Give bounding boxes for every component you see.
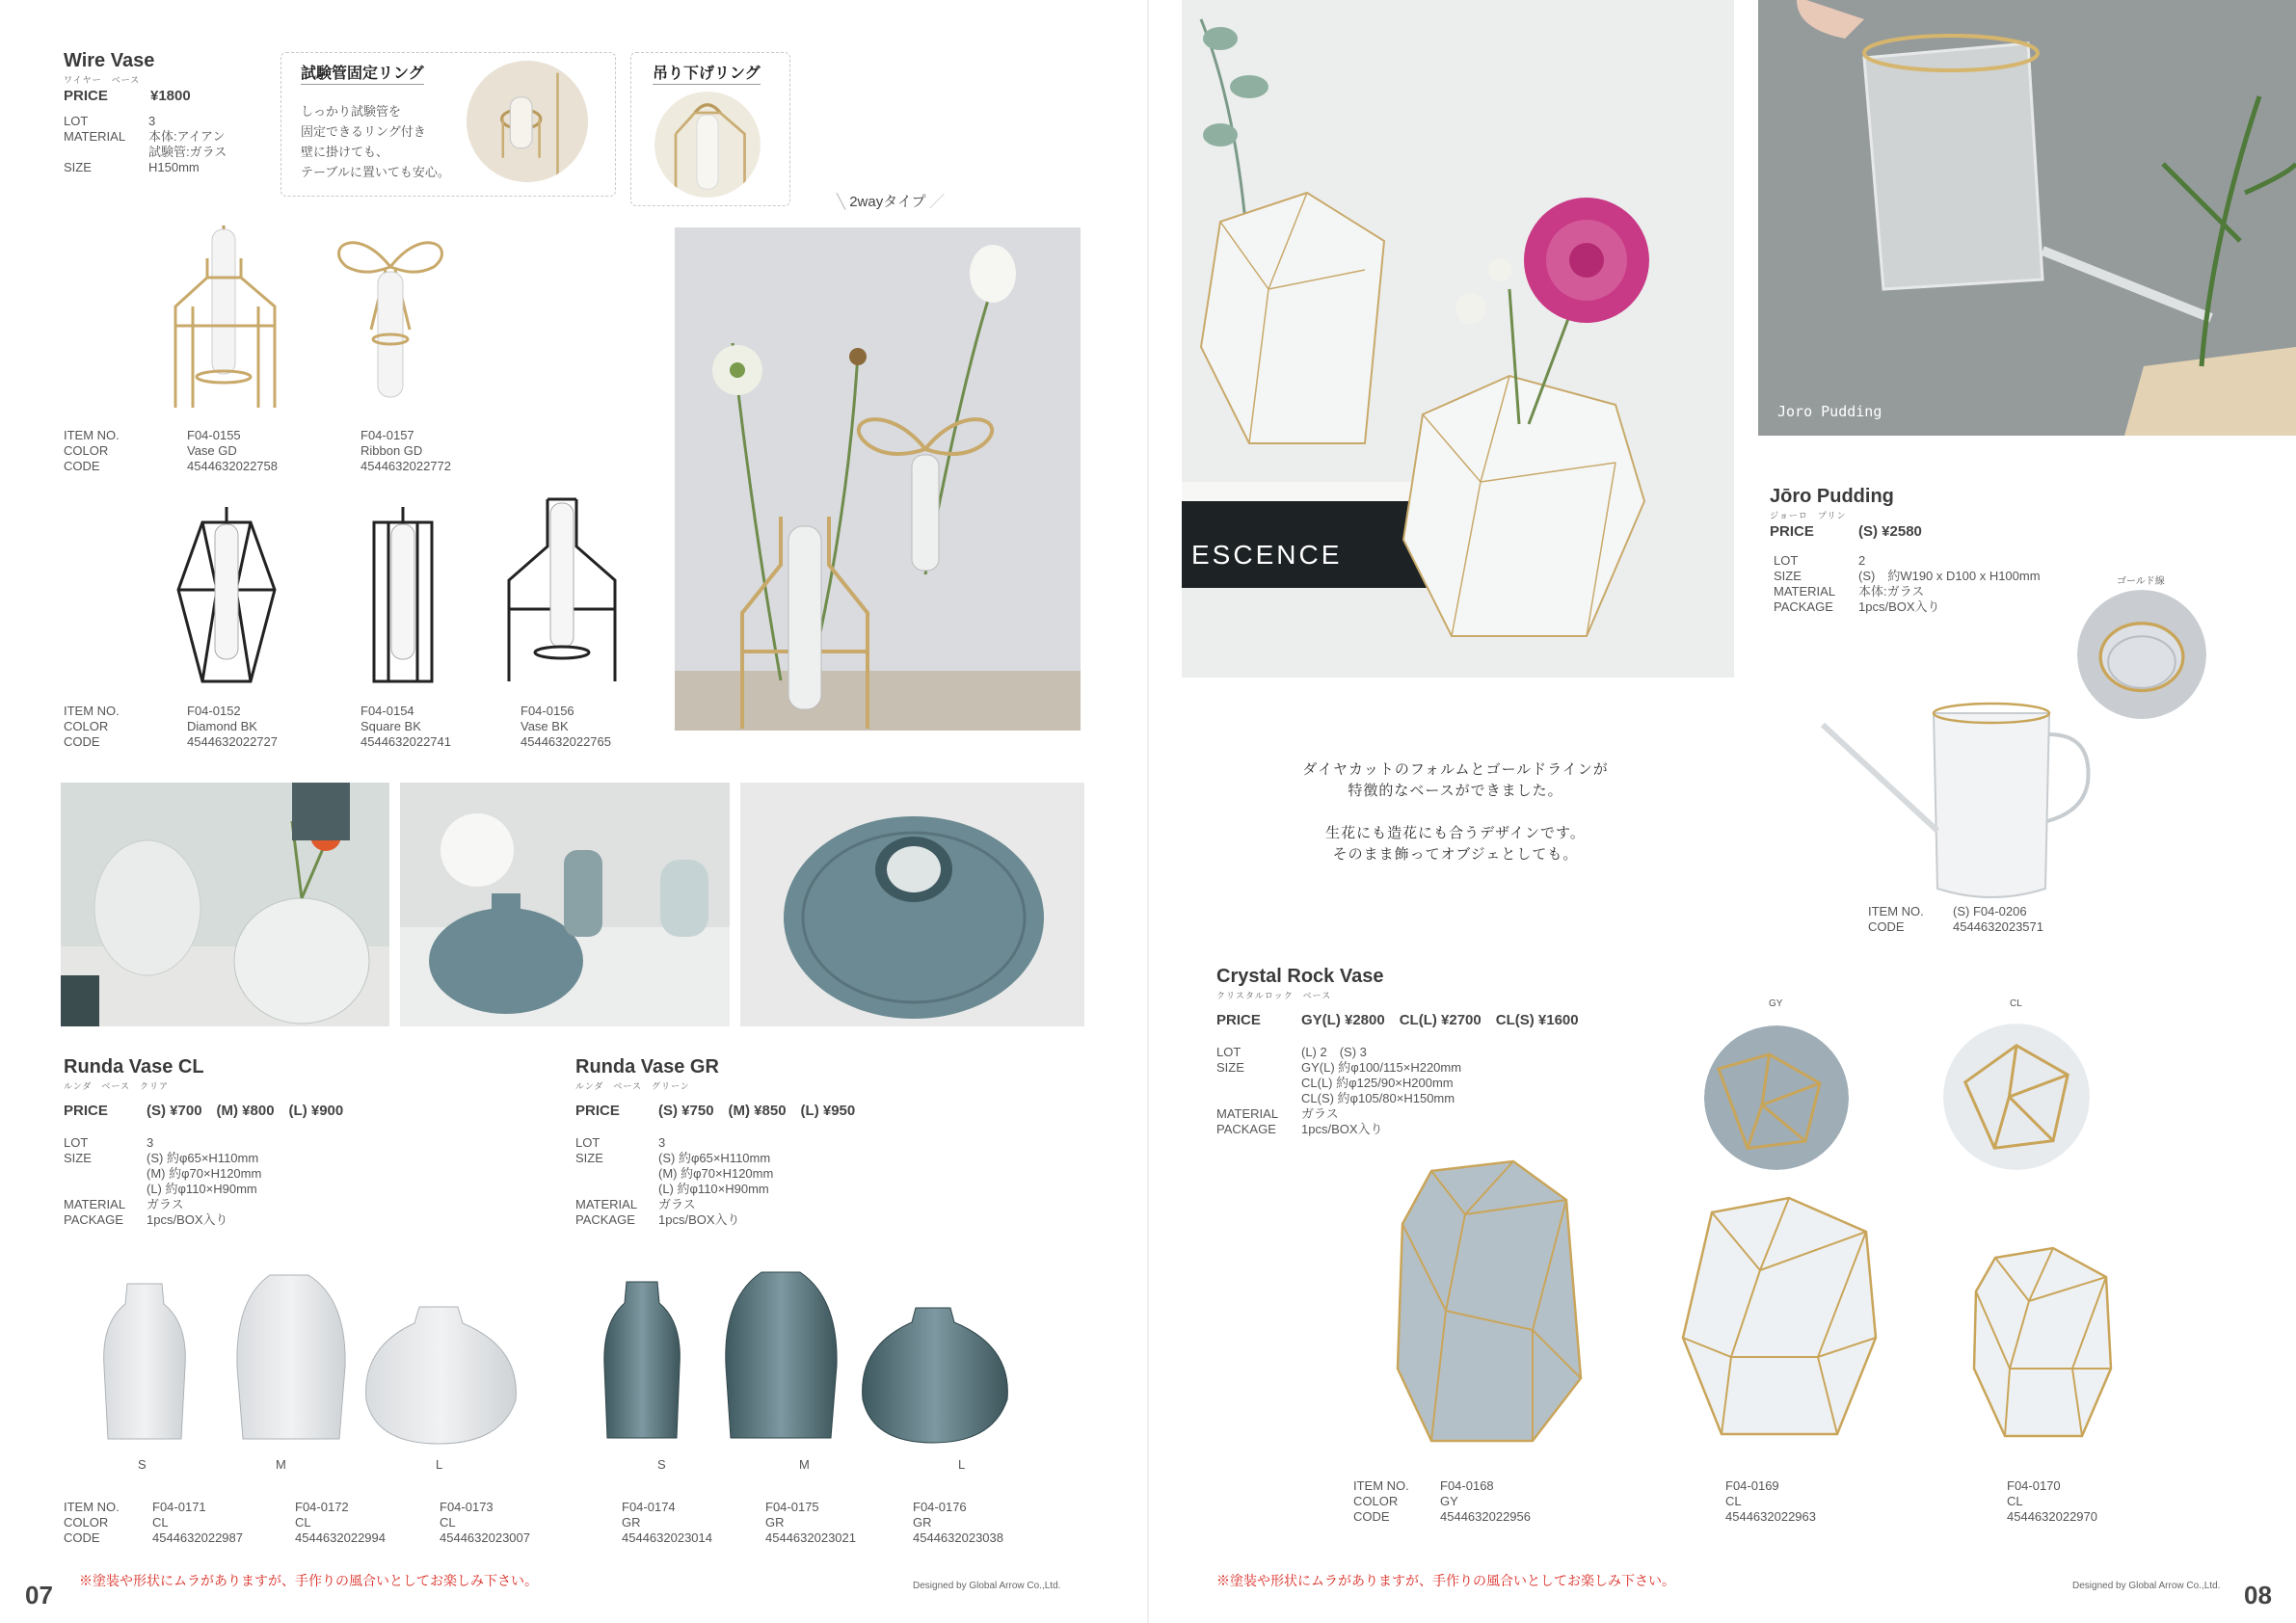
wire-vase-gd-photo [164, 220, 289, 412]
runda-cl-header [64, 1056, 343, 1228]
spec-value: ガラス [1301, 1106, 1339, 1121]
page-number-left: 07 [25, 1581, 53, 1610]
spec-key: LOT [575, 1135, 601, 1150]
crystal-rock-price: GY(L) ¥2800 CL(L) ¥2700 CL(S) ¥1600 [1301, 1012, 1579, 1028]
size-label-l: L [958, 1457, 966, 1472]
feature-title: 試験管固定リング [301, 61, 424, 85]
price-label: PRICE [64, 1103, 108, 1119]
spec-value: ガラス [658, 1197, 696, 1211]
vase-bk-photo [499, 493, 625, 686]
detail-label-cl: CL [2010, 998, 2022, 1009]
spec-key: MATERIAL [1216, 1106, 1279, 1121]
credit-left: Designed by Global Arrow Co.,Ltd. [913, 1581, 1061, 1591]
code-item-F04-0156: F04-0156 Vase BK 4544632022765 [521, 704, 611, 749]
runda-gr-kana: ルンダ ベース グリーン [575, 1081, 690, 1091]
svg-text:ESCENCE: ESCENCE [1191, 540, 1343, 570]
joro-spec [1774, 553, 2041, 615]
runda-gr-topview-photo [740, 783, 1084, 1026]
runda-lifestyle-photo-2 [400, 783, 730, 1026]
page-number-right: 08 [2244, 1581, 2272, 1610]
crystal-rock-header [1216, 966, 1579, 1137]
crystal-rock-kana: クリスタルロック ベース [1216, 991, 1332, 1000]
joro-lifestyle-photo [1758, 0, 2296, 436]
crystal-rock-copy: ダイヤカットのフォルムとゴールドラインが 特徴的なベースができました。 生花にも造花にも合うデザインです。 そのまま飾ってオブジェとしても。 [1302, 761, 1609, 863]
code-labels: ITEM NO. COLOR CODE [1353, 1478, 1409, 1524]
spec-key: LOT [1216, 1045, 1241, 1059]
feature-box-hanging-ring [630, 52, 790, 206]
spec-key: MATERIAL [64, 1197, 126, 1211]
code-item-F04-0154: F04-0154 Square BK 4544632022741 [360, 704, 451, 749]
feature-box-test-tube-ring [280, 52, 616, 197]
spec-value: 3 [147, 1135, 154, 1150]
wire-gd-code-table [64, 428, 546, 476]
crystal-cl-l-product-photo [1673, 1193, 1887, 1446]
size-label-m: M [276, 1457, 286, 1472]
spec-value: 本体:ガラス [1858, 584, 1925, 599]
spec-value: 3 [148, 114, 156, 128]
crystal-cl-detail-photo [1943, 1024, 2090, 1170]
price-label: PRICE [64, 88, 108, 104]
code-item-F04-0176: F04-0176 GR 4544632023038 [913, 1500, 1003, 1545]
spec-value: 1pcs/BOX入り [1301, 1122, 1383, 1136]
square-bk-photo [364, 503, 441, 686]
joro-photo-caption: Joro Pudding [1777, 403, 1882, 420]
crystal-rock-lifestyle-photo [1182, 0, 1734, 678]
spec-key: SIZE [64, 160, 92, 174]
spec-key: PACKAGE [1216, 1122, 1276, 1136]
spec-key: PACKAGE [1774, 599, 1833, 614]
joro-price-row [1770, 523, 2041, 540]
feature-text: しっかり試験管を 固定できるリング付き 壁に掛けても、 テーブルに置いても安心。 [301, 104, 450, 179]
spec-value: 3 [658, 1135, 666, 1150]
code-item-F04-0169: F04-0169 CL 4544632022963 [1725, 1478, 1816, 1524]
crystal-rock-price-row [1216, 1009, 1579, 1029]
size-label-l: L [436, 1457, 443, 1472]
runda-cl-price: (S) ¥700 (M) ¥800 (L) ¥900 [147, 1103, 344, 1119]
joro-product-photo [1818, 696, 2092, 910]
feature-title: 吊り下げリング [653, 61, 761, 85]
code-item-F04-0173: F04-0173 CL 4544632023007 [440, 1500, 530, 1545]
gold-line-label: ゴールド線 [2117, 576, 2165, 587]
two-way-caption: ╲ 2wayタイプ ╱ [837, 194, 945, 210]
code-item-F04-0174: F04-0174 GR 4544632023014 [622, 1500, 712, 1545]
footer-note-right: ※塗装や形状にムラがありますが、手作りの風合いとしてお楽しみ下さい。 [1216, 1573, 1675, 1588]
wire-vase-spec [64, 114, 227, 175]
crystal-rock-spec [1216, 1045, 1579, 1137]
joro-code-table [1868, 904, 2157, 937]
spec-value: 本体:アイアン 試験管:ガラス [148, 129, 227, 159]
spec-key: SIZE [1774, 569, 1802, 583]
ribbon-gd-photo [328, 224, 453, 407]
gold-line-detail-photo [2077, 590, 2206, 719]
code-item-F04-0206: (S) F04-0206 4544632023571 [1953, 904, 2043, 934]
runda-gr-price: (S) ¥750 (M) ¥850 (L) ¥950 [658, 1103, 856, 1119]
spec-key: SIZE [575, 1151, 603, 1165]
crystal-gy-product-photo [1388, 1157, 1590, 1446]
spec-key: LOT [1774, 553, 1799, 568]
size-label-s: S [138, 1457, 147, 1472]
runda-cl-title: Runda Vase CL [64, 1056, 204, 1078]
code-item-F04-0175: F04-0175 GR 4544632023021 [765, 1500, 856, 1545]
runda-cl-products-photo [77, 1270, 598, 1453]
price-label: PRICE [1770, 523, 1814, 540]
runda-gr-title: Runda Vase GR [575, 1056, 719, 1078]
wire-vase-price: ¥1800 [150, 88, 191, 104]
runda-cl-price-row [64, 1100, 343, 1120]
crystal-gy-detail-photo [1704, 1025, 1849, 1170]
size-label-m: M [799, 1457, 810, 1472]
runda-gr-products-photo [598, 1264, 1041, 1453]
runda-gr-price-row [575, 1100, 855, 1120]
wire-bk-code-table [64, 704, 642, 752]
spec-key: SIZE [1216, 1060, 1244, 1075]
crystal-rock-title: Crystal Rock Vase [1216, 966, 1384, 987]
crystal-code-table [1353, 1478, 2124, 1527]
hanging-ring-detail-photo [654, 92, 761, 198]
price-label: PRICE [1216, 1012, 1261, 1028]
code-item-F04-0168: F04-0168 GY 4544632022956 [1440, 1478, 1531, 1524]
spec-key: PACKAGE [64, 1212, 123, 1227]
runda-cl-spec [64, 1135, 343, 1228]
wire-vase-lifestyle-photo [675, 227, 1081, 731]
spec-value: GY(L) 約φ100/115×H220mm CL(L) 約φ125/90×H200mm CL(S) 約φ105/80×H150mm [1301, 1060, 1462, 1105]
spec-key: MATERIAL [64, 129, 126, 144]
spec-value: 1pcs/BOX入り [147, 1212, 228, 1227]
joro-kana: ジョーロ プリン [1770, 511, 1847, 520]
spec-key: LOT [64, 114, 89, 128]
code-item-F04-0152: F04-0152 Diamond BK 4544632022727 [187, 704, 278, 749]
spec-key: MATERIAL [575, 1197, 638, 1211]
runda-lifestyle-photo-1 [61, 783, 389, 1026]
wire-vase-kana: ワイヤー ベース [64, 75, 141, 85]
wire-vase-title: Wire Vase [64, 50, 155, 71]
spec-value: ガラス [147, 1197, 184, 1211]
code-item-F04-0157: F04-0157 Ribbon GD 4544632022772 [360, 428, 451, 473]
two-way-caption-text: 2wayタイプ [849, 194, 926, 210]
footer-note-left: ※塗装や形状にムラがありますが、手作りの風合いとしてお楽しみ下さい。 [79, 1573, 538, 1588]
spec-value: (S) 約W190 x D100 x H100mm [1858, 569, 2041, 583]
runda-gr-header [575, 1056, 855, 1228]
spec-value: 1pcs/BOX入り [658, 1212, 740, 1227]
code-labels: ITEM NO. COLOR CODE [64, 704, 120, 749]
runda-code-table [64, 1500, 1085, 1548]
wire-vase-price-row [64, 88, 227, 104]
ring-detail-photo [467, 61, 588, 182]
spec-value: (S) 約φ65×H110mm (M) 約φ70×H120mm (L) 約φ110×H90mm [658, 1151, 774, 1196]
runda-cl-kana: ルンダ ベース クリア [64, 1081, 169, 1091]
spec-key: LOT [64, 1135, 89, 1150]
page-fold [1147, 0, 1149, 1623]
code-item-F04-0170: F04-0170 CL 4544632022970 [2007, 1478, 2097, 1524]
spec-value: (L) 2 (S) 3 [1301, 1045, 1367, 1059]
spec-key: PACKAGE [575, 1212, 635, 1227]
code-item-F04-0155: F04-0155 Vase GD 4544632022758 [187, 428, 278, 473]
code-item-F04-0171: F04-0171 CL 4544632022987 [152, 1500, 243, 1545]
spec-value: H150mm [148, 160, 200, 174]
code-item-F04-0172: F04-0172 CL 4544632022994 [295, 1500, 386, 1545]
code-labels: ITEM NO. CODE [1868, 904, 1924, 934]
price-label: PRICE [575, 1103, 620, 1119]
size-label-s: S [657, 1457, 666, 1472]
detail-label-gy: GY [1769, 998, 1783, 1009]
code-labels: ITEM NO. COLOR CODE [64, 1500, 120, 1545]
joro-header [1770, 486, 2041, 615]
code-labels: ITEM NO. COLOR CODE [64, 428, 120, 473]
runda-gr-spec [575, 1135, 855, 1228]
spec-key: MATERIAL [1774, 584, 1836, 599]
wire-vase-header [64, 50, 227, 175]
joro-title: Jōro Pudding [1770, 486, 1894, 507]
spec-value: 2 [1858, 553, 1866, 568]
joro-price: (S) ¥2580 [1858, 523, 1922, 540]
credit-right: Designed by Global Arrow Co.,Ltd. [2072, 1581, 2221, 1591]
spec-value: 1pcs/BOX入り [1858, 599, 1940, 614]
diamond-bk-photo [174, 503, 280, 686]
spec-value: (S) 約φ65×H110mm (M) 約φ70×H120mm (L) 約φ110×H90mm [147, 1151, 262, 1196]
spec-key: SIZE [64, 1151, 92, 1165]
crystal-cl-s-product-photo [1966, 1243, 2117, 1446]
